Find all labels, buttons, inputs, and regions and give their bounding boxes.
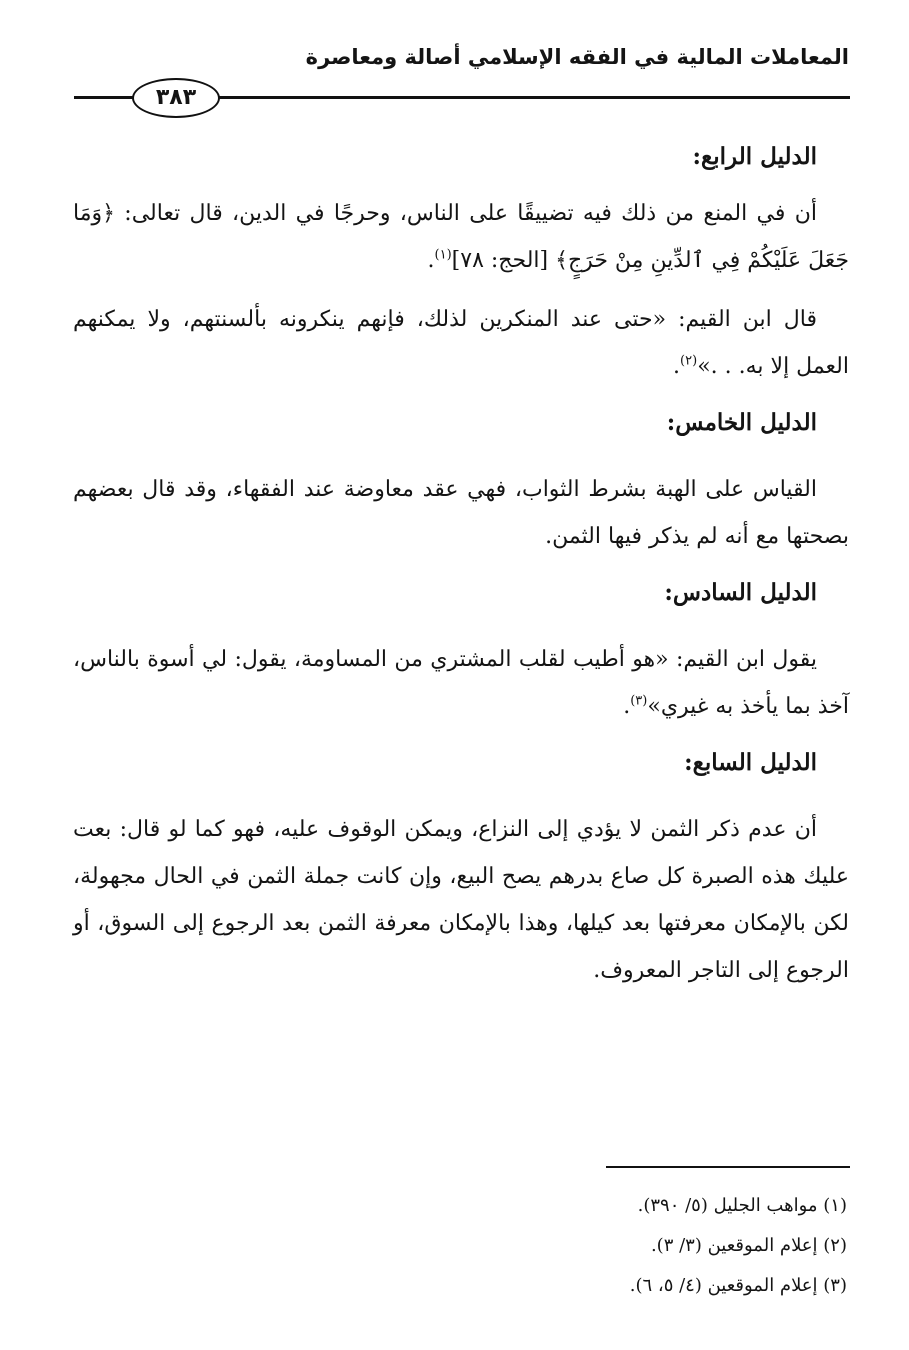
paragraph-text: أن في المنع من ذلك فيه تضييقًا على الناس، وحرجًا في الدين، قال تعالى: ﴿وَمَا جَعَلَ عَلَيْكُمْ فِي ٱلدِّينِ مِنْ حَرَجٍ﴾ [الحج: ٧٨] <box>73 201 849 273</box>
paragraph-quran-citation <box>73 190 849 284</box>
section-heading-6: الدليل السادس: <box>664 579 817 606</box>
footnotes <box>73 1186 849 1306</box>
footnote-ref-3: (٣) <box>630 693 648 709</box>
paragraph-ibn-qayyim-1 <box>73 296 849 390</box>
section-heading-7: الدليل السابع: <box>684 749 817 776</box>
sentence-end: . <box>623 694 631 719</box>
running-header: المعاملات المالية في الفقه الإسلامي أصالة ومعاصرة <box>305 45 849 69</box>
paragraph-ibn-qayyim-2 <box>73 636 849 730</box>
paragraph-text: يقول ابن القيم: «هو أطيب لقلب المشتري من المساومة، يقول: لي أسوة بالناس، آخذ بما يأخذ به غيري» <box>73 647 849 719</box>
paragraph-text: أن عدم ذكر الثمن لا يؤدي إلى النزاع، ويمكن الوقوف عليه، فهو كما لو قال: بعت عليك هذه الصبرة كل صاع بدرهم يصح البيع، وإن كانت جملة الثمن في الحال مجهولة، لكن بالإمكان معرفتها بعد كيلها، وهذا بالإمكان معرفة الثمن بعد الرجوع إلى السوق، أو الرجوع إلى التاجر المعروف. <box>73 817 849 983</box>
paragraph-hiba-analogy <box>73 466 849 560</box>
footnote-2: (٢) إعلام الموقعين (٣/ ٣). <box>650 1235 847 1256</box>
footnote-rule <box>606 1166 850 1168</box>
paragraph-text: القياس على الهبة بشرط الثواب، فهي عقد معاوضة عند الفقهاء، وقد قال بعضهم بصحتها مع أنه لم يذكر فيها الثمن. <box>73 477 849 549</box>
paragraph-text: قال ابن القيم: «حتى عند المنكرين لذلك، فإنهم ينكرونه بألسنتهم، ولا يمكنهم العمل إلا به. . .» <box>73 307 849 379</box>
footnote-ref-2: (٢) <box>680 353 698 369</box>
footnote-ref-1: (١) <box>434 247 452 263</box>
footnote-1: (١) مواهب الجليل (٥/ ٣٩٠). <box>637 1195 847 1216</box>
sentence-end: . <box>427 248 435 273</box>
body-text <box>73 136 849 994</box>
section-heading-5: الدليل الخامس: <box>666 409 817 436</box>
sentence-end: . <box>673 354 681 379</box>
footnote-3: (٣) إعلام الموقعين (٤/ ٥، ٦). <box>629 1275 847 1296</box>
page-number: ٣٨٣ <box>132 78 220 118</box>
paragraph-price-dispute <box>73 806 849 994</box>
section-heading-4: الدليل الرابع: <box>692 143 817 170</box>
